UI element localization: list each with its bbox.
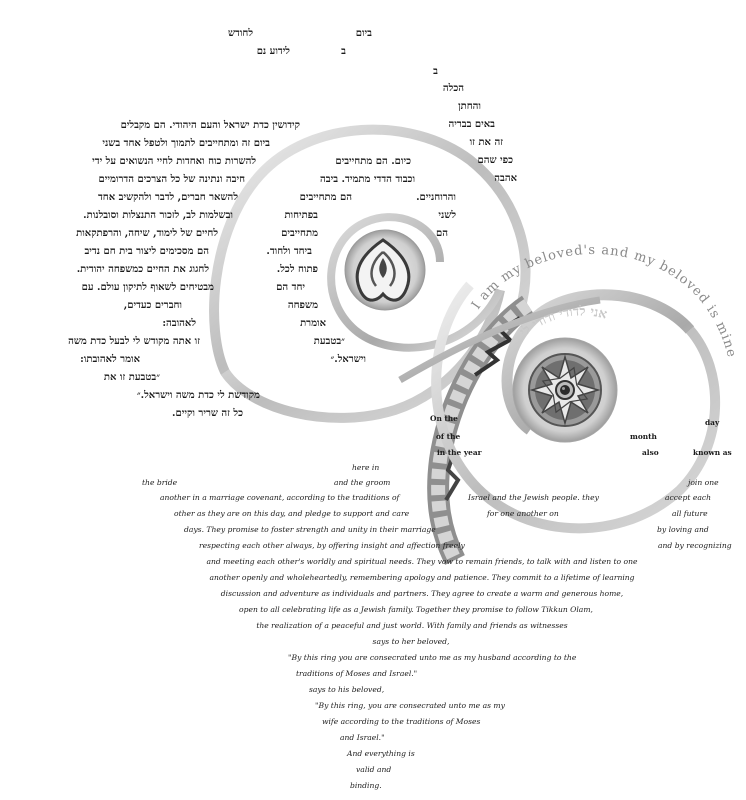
body-centered-line: open to all celebrating life as a Jewish family. Together they promise to follow Tikkun Olam, [239,605,593,614]
hebrew-spiral-line: פתוח לכל. [276,264,318,275]
body-line-right: accept each [665,493,712,502]
field-also: also [642,448,659,457]
hebrew-left-line: הם מסכימים ליצור בית חם נדיב [84,246,209,257]
vow-line: valid and [356,765,392,774]
body-line-left: respecting each other always, by offering insight and affection freely [199,541,465,550]
vow-line: wife according to the traditions of Moses [322,717,481,726]
hebrew-left-line: ״בטבעת זו את [103,372,160,383]
hebrew-spiral-line: ״בטבעת [313,336,345,347]
hebrew-left-line: זו אתה מקודש לי לבעל כדת משה [68,336,200,347]
body-line-left: days. They promise to foster strength and unity in their marriage [184,525,436,534]
hebrew-spiral-line: אומרת [300,318,326,329]
vow-line: traditions of Moses and Israel." [296,669,418,678]
field-join-one: join one [688,478,719,487]
field-the-bride: the bride [142,478,178,487]
hebrew-left-line: לאהובה: [162,318,196,329]
hebrew-right-line: באים בבריה [448,119,495,130]
body-centered-line: discussion and adventure as individuals and partners. They agree to create a warm and generous home, [220,589,624,598]
hebrew-spiral-line: יחד הם [276,282,305,293]
body-centered-line: another openly and wholeheartedly, remembering apology and patience. They commit to a lifetime of learning [209,573,635,582]
field-day: day [705,418,720,427]
vow-line: And everything is [347,749,415,758]
vow-line: "By this ring, you are consecrated unto me as my [315,701,505,710]
hebrew-left-line: חיבה ונתינה של כל הצרכים הדרומיים [98,174,245,185]
hebrew-spiral-line: הם [436,228,448,239]
hebrew-left-line: אומר לאהובתו: [80,354,140,365]
hebrew-right-line: הכלה [442,83,464,94]
hebrew-spiral-line: ביחד ולחוד. [266,246,312,257]
hebrew-left-line: מקודשת לי כדת משה וישראל.״ [136,390,260,401]
field-of-the: of the [436,432,461,441]
hebrew-left-line: ביום זה ומתחייבים לתמוך ולטפל אחד בשני [102,138,270,149]
hebrew-spiral-line: בפתיחות [284,210,318,221]
body-centered-line: and meeting each other's worldly and spiritual needs. They vow to remain friends, to talk with and listen to one [206,557,638,566]
field-on-the: On the [430,414,458,423]
vow-line: says to his beloved, [309,685,385,694]
vow-line: and Israel." [340,733,385,742]
vow-line: "By this ring you are consecrated unto me as my husband according to the [288,653,577,662]
hebrew-left-line: לחיים של לימוד, שיחה, והרפתקאות [76,228,218,239]
hebrew-right-line: אהבה [494,173,517,184]
body-line-right: all future [672,509,708,518]
hebrew-left-line: קידושין כדת ישראל והעם היהודי. הם מקבלים [120,120,300,131]
hebrew-spiral-line: לשני [438,210,456,221]
hebrew-spiral-line: וישראל.״ [330,354,366,365]
star-rosette [529,354,601,426]
body-line-mid: for one another on [487,509,559,518]
hebrew-header-day: ביום [355,28,372,39]
vow-line: binding. [350,781,382,790]
hebrew-spiral-line: מתחייבים [281,228,318,239]
body-line-right: and by recognizing [658,541,732,550]
hebrew-spiral-line: משפחה [287,300,318,311]
body-line-right: by loving and [657,525,709,534]
hebrew-left-line: ובשלמות לב, לזכור התנצלות וסובלנות. [83,210,233,221]
hebrew-left-line: וחברים כעדים, [123,300,182,311]
field-the-groom: and the groom [334,478,391,487]
body-line-left: other as they are on this day, and pledge to support and care [174,509,410,518]
hebrew-header-month: לחודש [227,28,253,39]
hebrew-left-line: להשרות כוח ואחדות לחיי הנשואים על ידי [92,156,256,167]
field-here-in: here in [352,463,380,472]
field-in-the-year: in the year [437,448,482,457]
body-line-left: another in a marriage covenant, according to the traditions of [160,493,400,502]
hebrew-spiral-line: הם מתחייבים [299,192,352,203]
hebrew-left-line: לחגוג את החיים כמשפחה יהודית. [76,264,209,275]
motto-hebrew: אני לדודי ודודי לי [517,304,609,340]
hebrew-left-line: מבטיחים לשאוף לתיקון עולם. עם [81,282,214,293]
hebrew-right-line: זה את זו [469,137,503,148]
motto-english: I am my beloved's and my beloved is mine [468,242,740,360]
field-known-as: known as [693,448,732,457]
body-line-mid: Israel and the Jewish people. they [468,493,599,502]
hebrew-spiral-line: כיום. הם מתחייבים [335,156,411,167]
hebrew-spiral-line: והרוחניים. [416,192,456,203]
hebrew-right-line: והחתן [458,101,481,112]
hebrew-left-line: כל זה שריר וקיים. [172,408,243,419]
hebrew-left-line: להשאר חברים, לדבר ולהקשיב אחד [98,192,238,203]
body-centered-line: the realization of a peaceful and just world. With family and friends as witnesses [256,621,568,630]
body-centered-line: says to her beloved, [372,637,450,646]
hebrew-spiral-line: וכבוד הדדי מתמיד. ביבה [320,174,415,185]
hebrew-header-bet: ב [341,46,346,57]
hebrew-right-line: כפי שהם [477,155,513,166]
field-month: month [630,432,657,441]
hebrew-header-known: לידוע נם [256,46,290,57]
hebrew-right-line: ב [433,66,438,77]
